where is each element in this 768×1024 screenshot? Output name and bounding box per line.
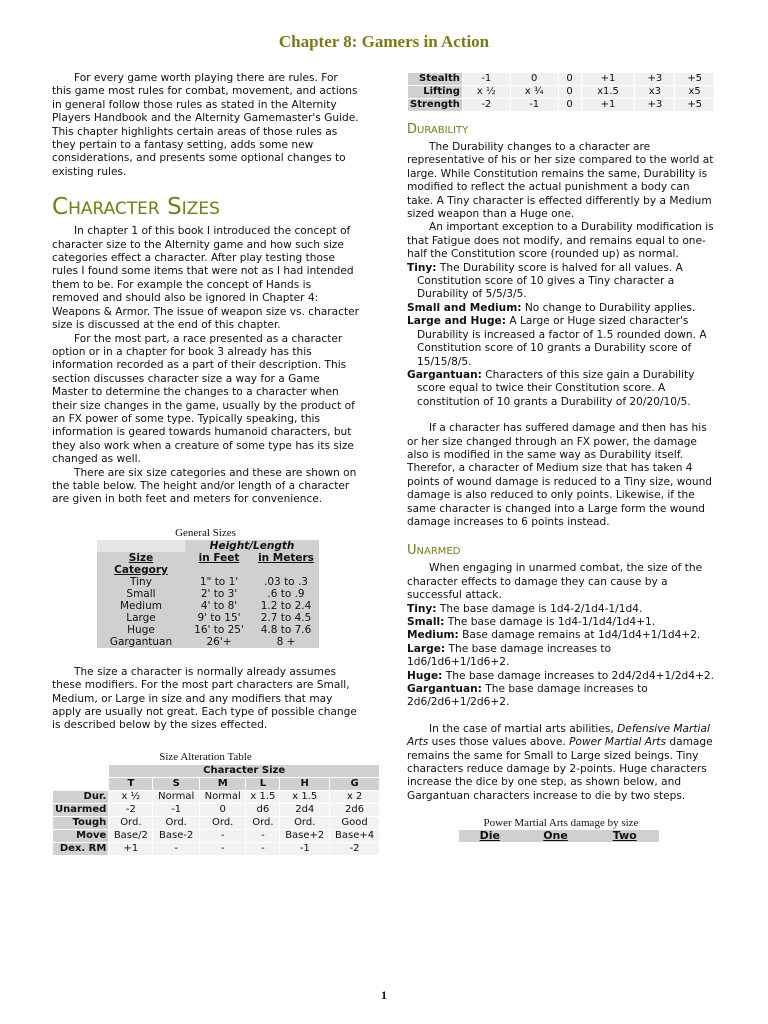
table-cell: x ¾: [510, 86, 558, 99]
table-cell: 0: [199, 803, 246, 816]
table-cell: Ord.: [109, 816, 153, 829]
table-row: [53, 816, 380, 829]
table-cell: 0: [558, 99, 581, 112]
table-row: [53, 803, 380, 816]
table-cell: Normal: [199, 790, 246, 803]
table-row: [408, 73, 715, 86]
sizes-paragraph-4: The size a character is normally already assumes these modifiers. For the most part characters are Small, Medium, or Large in size and any modifiers that may apply are usually not great. Each type of possible change is described below by the sizes effected.: [52, 665, 357, 732]
table-row: [97, 624, 319, 636]
row-label: Unarmed: [53, 803, 109, 816]
durability-paragraph-2: An important exception to a Durability modification is that Fatigue does not modify, and remains equal to one-half the Constitution score (rounded up) as normal.: [407, 221, 714, 261]
table-cell: -1: [510, 99, 558, 112]
table-cell: Base/2: [109, 829, 153, 842]
size-alteration-table: [52, 764, 380, 856]
feet-cell: 9' to 15': [197, 611, 241, 624]
table-cell: 2d6: [330, 803, 380, 816]
table-cell: -2: [330, 842, 380, 855]
feet-cell: 1" to 1': [199, 575, 239, 588]
table-cell: -2: [462, 99, 510, 112]
table-cell: -: [246, 842, 280, 855]
durability-paragraph-3: If a character has suffered damage and then has his or her size changed through an FX power, the damage also is modified in the same way as Durability itself. Therefor, a character of Medium size that has taken 4 points of wound damage is reduced to a Tiny size, wound damage is also reduced to only points. Likewise, if the same character is changed into a Large form the wound damage increases to 6 points instead.: [407, 422, 713, 528]
meters-cell: .6 to .9: [267, 587, 305, 600]
meters-cell: 2.7 to 4.5: [260, 611, 312, 624]
general-sizes-table: [97, 540, 319, 648]
meters-cell: 4.8 to 7.6: [260, 623, 312, 636]
meters-cell: 1.2 to 2.4: [260, 599, 312, 612]
table-cell: x ½: [462, 86, 510, 99]
sizes-paragraph-2: For the most part, a race presented as a character option or in a chapter for book 3 already has this information recorded as a part of their description. This section discusses character size a way for a Game Master to determine the changes to a character when their size changes in the game, usually by the product of an FX power of some type. Typically speaking, this information is geared towards humanoid characters, but they also work when a creature of some type has its size changed as well.: [52, 332, 355, 466]
power-martial-arts-table: [459, 830, 659, 842]
size-col-header: M: [199, 777, 246, 790]
character-sizes-heading: CHARACTER SIZES: [52, 194, 220, 221]
durability-heading: DURABILITY: [407, 122, 469, 137]
meters-cell: .03 to .3: [264, 575, 308, 588]
table-cell: Ord.: [246, 816, 280, 829]
size-cell: Small: [126, 587, 156, 600]
table-cell: x ½: [109, 790, 153, 803]
row-label: Move: [53, 829, 109, 842]
table-cell: 0: [558, 86, 581, 99]
right-column: [407, 72, 715, 842]
table-cell: Normal: [153, 790, 200, 803]
sizes-paragraph-1: In chapter 1 of this book I introduced the concept of character size to the Alternity game and how such size categories effect a character. After play testing those rules I found some items that were not as I had intended them to be. For example the concept of Hands is removed and should also be ignored in Chapter 4: Weapons & Armor. The issue of weapon size vs. character size is discussed at the end of this chapter.: [52, 225, 359, 332]
table-cell: x3: [635, 86, 675, 99]
size-alteration-caption: Size Alteration Table: [159, 750, 252, 763]
col-in-meters: in Meters: [258, 551, 314, 564]
unarmed-large: Large: The base damage increases to 1d6/1d6+1/1d6+2.: [407, 642, 612, 669]
table-cell: -1: [153, 803, 200, 816]
page-title: Chapter 8: Gamers in Action: [278, 32, 490, 51]
page-number: 1: [381, 988, 387, 1002]
table-cell: -: [199, 842, 246, 855]
pm-col-header: Two: [590, 830, 659, 842]
table-row: [97, 636, 319, 648]
table-cell: -1: [462, 73, 510, 86]
table-cell: Base+2: [280, 829, 330, 842]
row-label: Tough: [53, 816, 109, 829]
meters-cell: 8 +: [276, 635, 296, 648]
table-row: [408, 99, 715, 112]
table-cell: -: [199, 829, 246, 842]
size-col-header: L: [246, 777, 280, 790]
table-cell: -2: [109, 803, 153, 816]
table-cell: +3: [635, 99, 675, 112]
unarmed-paragraph-1: When engaging in unarmed combat, the size of the character effects to damage they can cause by a successful attack.: [407, 562, 703, 602]
table-row: [53, 842, 380, 855]
durability-gargantuan: Gargantuan: Characters of this size gain a Durability score equal to twice their Constitution score. A constitution of 10 grants a Durability of 20/20/10/5.: [407, 368, 695, 408]
height-length-header: Height/Length: [185, 540, 319, 552]
table-cell: +1: [581, 73, 635, 86]
table-cell: 0: [558, 73, 581, 86]
unarmed-heading: UNARMED: [407, 543, 461, 559]
table-cell: -: [246, 829, 280, 842]
unarmed-small: Small: The base damage is 1d4-1/1d4/1d4+1.: [407, 616, 656, 628]
table-cell: +3: [635, 73, 675, 86]
col-size-category: Size Category: [114, 551, 168, 576]
table-cell: x 1.5: [280, 790, 330, 803]
unarmed-huge: Huge: The base damage increases to 2d4/2d4+1/2d4+2.: [407, 669, 715, 682]
durability-tiny: Tiny: The Durability score is halved for all values. A Constitution score of 10 gives a Tiny character a Durability of 5/5/3/5.: [407, 261, 683, 301]
pm-col-header: One: [521, 830, 591, 842]
table-cell: x 2: [330, 790, 380, 803]
size-cell: Large: [126, 611, 156, 624]
table-cell: Good: [330, 816, 380, 829]
durability-paragraph-1: The Durability changes to a character are representative of his or her size compared to the world at large. While Constitution remains the same, Durability is modified to reflect the actual punishment a body can take. A Tiny character is effected differently by a Medium sized weapon than a Huge one.: [407, 141, 714, 221]
table-cell: 0: [510, 73, 558, 86]
table-cell: d6: [246, 803, 280, 816]
table-cell: x1.5: [581, 86, 635, 99]
table-cell: +5: [675, 73, 715, 86]
table-row: [97, 612, 319, 624]
size-col-header: T: [109, 777, 153, 790]
table-cell: x 1.5: [246, 790, 280, 803]
table-cell: +1: [581, 99, 635, 112]
table-row: [97, 588, 319, 600]
size-cell: Tiny: [130, 575, 152, 588]
table-row: [408, 86, 715, 99]
table-row: [97, 600, 319, 612]
table-cell: Ord.: [280, 816, 330, 829]
table-cell: -: [153, 842, 200, 855]
size-col-header: S: [153, 777, 200, 790]
row-label: Strength: [408, 99, 463, 112]
pm-col-header: Die: [459, 830, 521, 842]
table-cell: Ord.: [153, 816, 200, 829]
table-cell: x5: [675, 86, 715, 99]
row-label: Dex. RM: [53, 842, 109, 855]
table-cell: -1: [280, 842, 330, 855]
intro-paragraph: For every game worth playing there are rules. For this game most rules for combat, movement, and actions in general follow those rules as stated in the Alternity Players Handbook and the Alternity Gamemaster's Guide. This chapter highlights certain areas of those rules as they pertain to a fantasy setting, adds some new considerations, and presents some optional changes to existing rules.: [52, 72, 359, 178]
sizes-paragraph-3: There are six size categories and these are shown on the table below. The height and/or length of a character are given in both feet and meters for convenience.: [52, 466, 357, 506]
size-cell: Gargantuan: [109, 635, 173, 648]
power-martial-arts-caption: Power Martial Arts damage by size: [483, 817, 639, 830]
table-row: [97, 576, 319, 588]
durability-large-huge: Large and Huge: A Large or Huge sized character's Durability is increased a factor of 1.5 rounded down. A Constitution score of 10 grants a Durability score of 15/15/8/5.: [407, 315, 707, 368]
size-cell: Medium: [120, 599, 162, 612]
table-cell: +5: [675, 99, 715, 112]
general-sizes-caption: General Sizes: [175, 526, 236, 539]
unarmed-tiny: Tiny: The base damage is 1d4-2/1d4-1/1d4.: [407, 602, 643, 615]
row-label: Dur.: [53, 790, 109, 803]
durability-small-medium: Small and Medium: No change to Durability applies.: [407, 301, 696, 314]
feet-cell: 2' to 3': [200, 587, 238, 600]
unarmed-gargantuan: Gargantuan: The base damage increases to 2d6/2d6+1/2d6+2.: [407, 683, 648, 709]
size-cell: Huge: [127, 623, 155, 636]
character-size-header: Character Size: [109, 764, 380, 777]
feet-cell: 16' to 25': [194, 623, 244, 636]
size-alteration-table-continued: [407, 72, 715, 112]
table-cell: Base-2: [153, 829, 200, 842]
row-label: Stealth: [408, 73, 463, 86]
martial-arts-paragraph: In the case of martial arts abilities, Defensive Martial Arts uses those values above. Power Martial Arts damage remains the same for Small to Large sized beings. Tiny characters reduce damage by 2-points. Huge characters increase the dice by one step, as shown below, and Gargantuan characters increase to die by two steps.: [407, 722, 713, 802]
feet-cell: 4' to 8': [200, 599, 238, 612]
table-row: [53, 790, 380, 803]
table-cell: Base+4: [330, 829, 380, 842]
col-in-feet: in Feet: [198, 551, 240, 564]
size-col-header: H: [280, 777, 330, 790]
unarmed-medium: Medium: Base damage remains at 1d4/1d4+1/1d4+2.: [407, 629, 701, 642]
feet-cell: 26'+: [206, 635, 232, 648]
table-cell: Ord.: [199, 816, 246, 829]
left-column: [52, 72, 375, 856]
size-col-header: G: [330, 777, 380, 790]
table-cell: 2d4: [280, 803, 330, 816]
table-row: [53, 829, 380, 842]
table-cell: +1: [109, 842, 153, 855]
row-label: Lifting: [408, 86, 463, 99]
